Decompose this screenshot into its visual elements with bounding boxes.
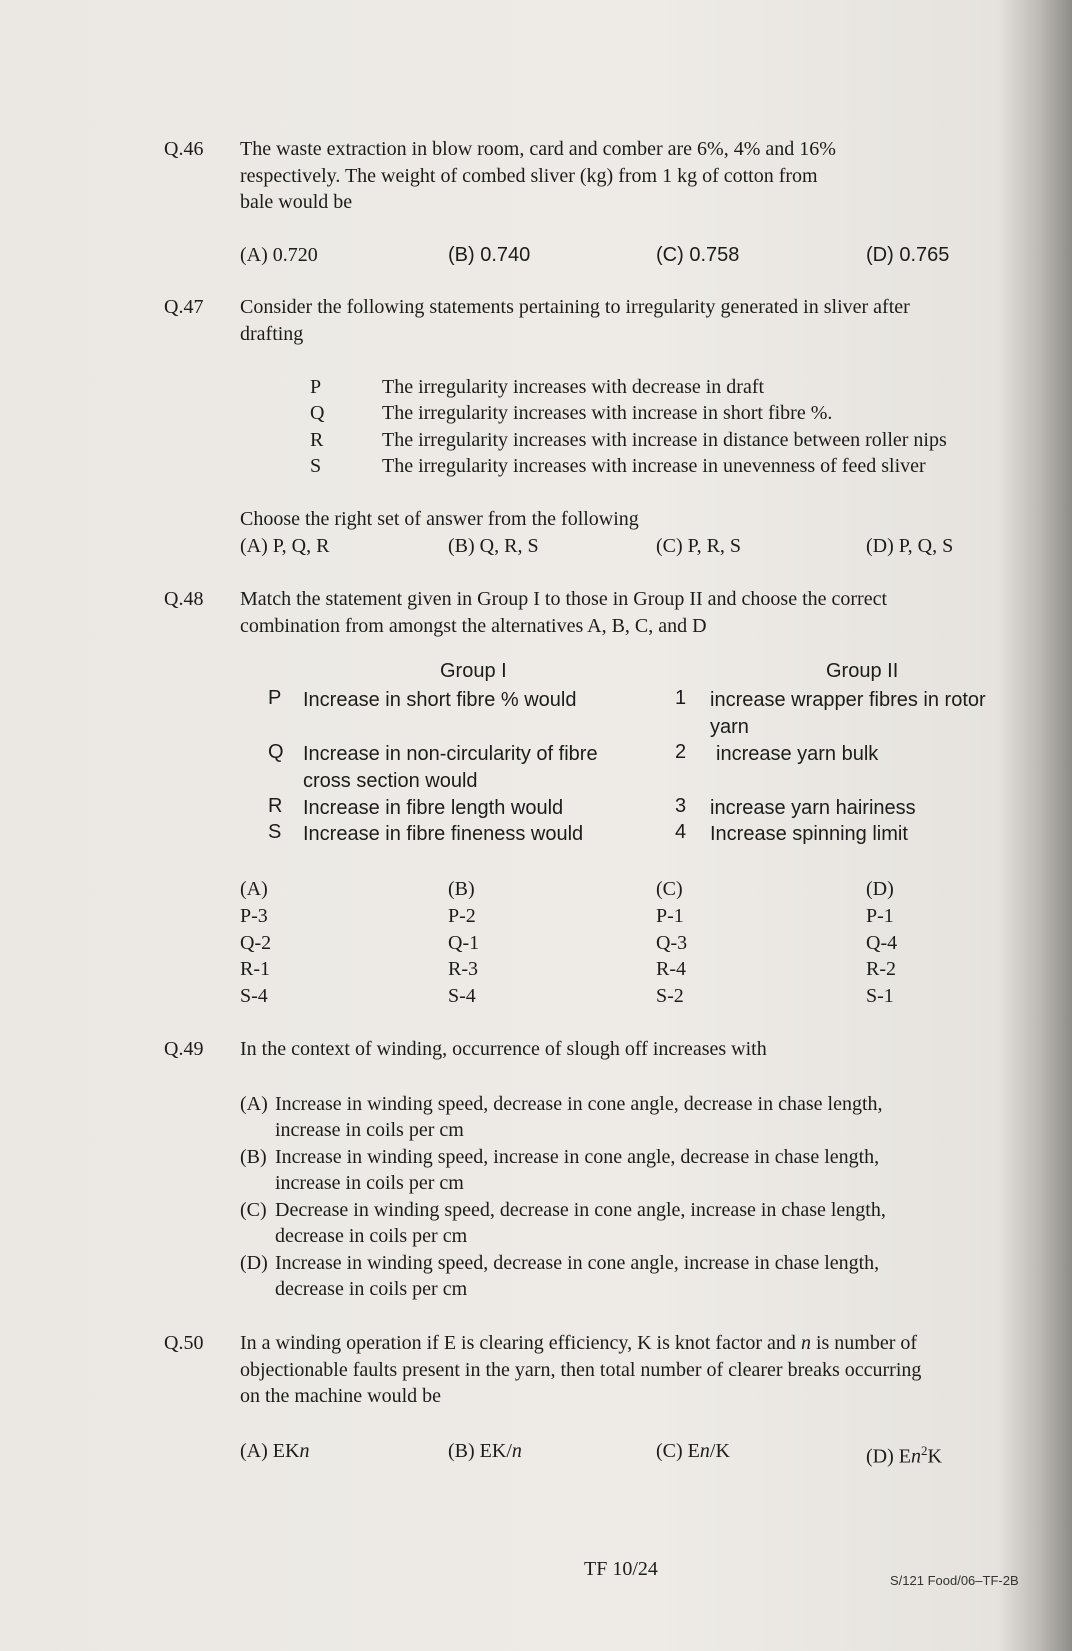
answer-pair: S-4 [448, 985, 476, 1008]
q47-text-line: drafting [240, 322, 304, 345]
q50-text-part: is number of [810, 1332, 918, 1354]
answer-pair: P-1 [866, 904, 894, 927]
q47-statement-text: The irregularity increases with increase in short fibre %. [382, 402, 833, 424]
answer-pair: R-4 [656, 958, 686, 981]
group1-item: Increase in fibre length would [303, 797, 564, 819]
q48-text-line: Match the statement given in Group I to those in Group II and choose the correct [240, 588, 888, 610]
group2-item-line: increase wrapper fibres in rotor [710, 689, 986, 711]
q46-text-line: The waste extraction in blow room, card and comber are 6%, 4% and 16% [240, 138, 836, 160]
group1-letter: Q [268, 741, 284, 763]
q48-answer-column-d [866, 876, 897, 1010]
q48-number: Q.48 [164, 588, 204, 610]
q47-option-b: (B) Q, R, S [448, 535, 539, 557]
answer-pair: R-1 [240, 958, 270, 981]
q50-option-c [656, 1438, 730, 1464]
answer-column-label: (D) [866, 878, 894, 900]
group2-item: increase yarn bulk [716, 743, 879, 765]
q47-option-c: (C) P, R, S [656, 535, 742, 557]
option-label: (B) EK/ [448, 1440, 512, 1462]
q49-number: Q.49 [164, 1038, 204, 1060]
answer-pair: Q-1 [448, 931, 480, 954]
answer-pair: S-4 [240, 985, 268, 1008]
q46-number: Q.46 [164, 138, 204, 160]
option-line: increase in coils per cm [275, 1119, 464, 1141]
group1-letter: R [268, 795, 283, 817]
q48-answer-column-b [448, 876, 479, 1010]
q48-text-line: combination from amongst the alternatives A, B, C, and D [240, 614, 707, 637]
document-code: S/121 Food/06–TF-2B [890, 1573, 1019, 1588]
group2-item: increase yarn hairiness [710, 797, 916, 819]
option-variable: n [699, 1440, 710, 1462]
q50-text-line: on the machine would be [240, 1385, 442, 1407]
option-tail: /K [709, 1440, 730, 1462]
group1-letter: P [268, 687, 282, 709]
group2-heading: Group II [826, 660, 899, 682]
group1-item [303, 741, 598, 795]
q46-option-d: (D) 0.765 [866, 244, 950, 266]
group2-item-line: yarn [710, 716, 749, 738]
q50-question-text [240, 1330, 1030, 1410]
q50-text-line: objectionable faults present in the yarn, then total number of clearer breaks occurring [240, 1358, 922, 1381]
option-line: decrease in coils per cm [275, 1225, 468, 1247]
option-label: (D) E [866, 1445, 911, 1468]
option-line: Increase in winding speed, decrease in cone angle, decrease in chase length, [275, 1093, 883, 1115]
q47-number: Q.47 [164, 296, 204, 318]
q46-option-a: (A) 0.720 [240, 244, 318, 266]
q47-option-d: (D) P, Q, S [866, 535, 954, 557]
q46-option-b: (B) 0.740 [448, 244, 531, 266]
answer-pair: R-3 [448, 958, 478, 981]
q48-question-text [240, 586, 1030, 639]
answer-pair: Q-2 [240, 931, 272, 954]
q47-statement-text: The irregularity increases with decrease in draft [382, 376, 765, 398]
q48-answer-column-a [240, 876, 271, 1010]
q46-option-c: (C) 0.758 [656, 244, 740, 266]
answer-column-label: (C) [656, 878, 683, 900]
answer-pair: S-1 [866, 985, 894, 1008]
group1-item: Increase in short fibre % would [303, 689, 577, 711]
q50-option-b [448, 1438, 522, 1464]
page-number: TF 10/24 [584, 1558, 658, 1580]
q50-option-d [866, 1438, 942, 1470]
answer-pair: Q-3 [656, 931, 688, 954]
answer-pair: P-2 [448, 904, 476, 927]
group1-item-line: cross section would [303, 770, 478, 792]
option-variable: n [511, 1440, 522, 1462]
q49-option-c-label: (C) [240, 1199, 267, 1221]
answer-column-label: (A) [240, 878, 268, 900]
q46-text-line: bale would be [240, 191, 353, 213]
answer-column-label: (B) [448, 878, 475, 900]
option-variable: n [910, 1445, 921, 1468]
q48-answer-column-c [656, 876, 687, 1010]
answer-pair: Q-4 [866, 931, 898, 954]
option-variable: n [299, 1440, 310, 1462]
q47-text-line: Consider the following statements pertaining to irregularity generated in sliver after [240, 296, 910, 318]
option-line: Increase in winding speed, decrease in cone angle, increase in chase length, [275, 1252, 880, 1274]
group2-number: 1 [675, 687, 687, 709]
group2-item: Increase spinning limit [710, 823, 908, 845]
group1-heading: Group I [440, 660, 507, 682]
q49-option-c [275, 1197, 886, 1249]
q47-statement-letter: Q [310, 402, 325, 424]
answer-pair: P-3 [240, 904, 268, 927]
option-label: (A) EK [240, 1440, 300, 1462]
q47-statement-text: The irregularity increases with increase in distance between roller nips [382, 429, 947, 451]
group2-number: 2 [675, 741, 687, 763]
q47-statement-letter: P [310, 376, 322, 398]
option-line: increase in coils per cm [275, 1172, 464, 1194]
group1-item-line: Increase in non-circularity of fibre [303, 743, 598, 765]
answer-pair: S-2 [656, 985, 684, 1008]
q49-option-d [275, 1250, 879, 1302]
q47-statement-letter: R [310, 429, 324, 451]
q46-text-line: respectively. The weight of combed sliver (kg) from 1 kg of cotton from [240, 164, 818, 187]
q49-option-b [275, 1144, 879, 1196]
q47-statement-text: The irregularity increases with increase in unevenness of feed sliver [382, 455, 926, 477]
q50-number: Q.50 [164, 1332, 204, 1354]
q47-statement-letter: S [310, 455, 322, 477]
group2-number: 4 [675, 821, 687, 843]
q49-option-a-label: (A) [240, 1093, 268, 1115]
answer-pair: P-1 [656, 904, 684, 927]
option-label: (C) E [656, 1440, 700, 1462]
option-tail: K [927, 1445, 942, 1468]
q49-option-d-label: (D) [240, 1252, 268, 1274]
q49-question-text: In the context of winding, occurrence of slough off increases with [240, 1038, 767, 1060]
group2-item [710, 687, 986, 741]
option-line: Increase in winding speed, increase in cone angle, decrease in chase length, [275, 1146, 880, 1168]
answer-pair: R-2 [866, 958, 896, 981]
group1-letter: S [268, 821, 282, 843]
option-line: decrease in coils per cm [275, 1278, 468, 1300]
q50-variable: n [800, 1332, 811, 1354]
option-line: Decrease in winding speed, decrease in cone angle, increase in chase length, [275, 1199, 886, 1221]
group2-number: 3 [675, 795, 687, 817]
q49-option-a [275, 1091, 883, 1143]
q50-text-part: In a winding operation if E is clearing efficiency, K is knot factor and [240, 1332, 801, 1354]
option-superscript: 2 [920, 1443, 928, 1458]
q50-text-line [240, 1330, 1030, 1357]
q49-option-b-label: (B) [240, 1146, 267, 1168]
q46-question-text [240, 136, 1030, 216]
q50-option-a [240, 1438, 309, 1464]
q47-question-text [240, 294, 1030, 347]
q47-prompt: Choose the right set of answer from the following [240, 508, 639, 530]
group1-item: Increase in fibre fineness would [303, 823, 584, 845]
q47-option-a: (A) P, Q, R [240, 535, 330, 557]
